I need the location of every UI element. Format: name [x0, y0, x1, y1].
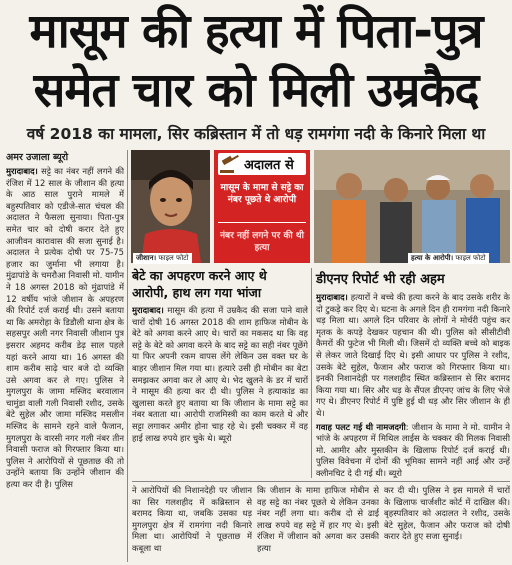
headline-line-2: समेत चार को मिली उम्रकैद — [33, 63, 479, 118]
gavel-icon — [219, 154, 241, 174]
accused-photo-illustration — [314, 150, 510, 263]
dateline: मुरादाबाद। — [6, 166, 38, 176]
victim-photo-caption — [133, 253, 192, 264]
story2-headline-1: बेटे का अपहरण करने आए थे — [132, 268, 267, 283]
story3-sub-body: : जीशान के मामा ने मो. यामीन ने भांजे के अपहरण में मिथिल लाईस के चक्कर की मिलक निवासी मो. आमीर और मुस्तकीन के खिलाफ रिपोर्ट दर्ज कराई थी। पुलिस विवेचना में दोनों की भूमिका सामने नहीं आई और उन्हें क्लीनचिट दे दी गई थी। ब्यूरो — [316, 421, 510, 478]
court-label-strip — [218, 153, 306, 175]
caption-credit: फाइल फोटो — [158, 254, 189, 262]
accused-photo-caption — [408, 253, 489, 264]
main-story-column — [6, 166, 124, 562]
court-quote-1: मासूम के मामा से सट्टे का नंबर पूछते थे आरोपी — [220, 183, 304, 205]
story3-dateline: मुरादाबाद। — [316, 292, 348, 302]
column-divider — [127, 150, 128, 562]
story2-dateline: मुरादाबाद। — [132, 305, 164, 315]
story2-body: मासूम की हत्या में उम्रकैद की सजा पाने वाले चारों दोषी 16 अगस्त 2018 की शाम हाफिज मोबीन के बेटे को अगवा करने आए थे। चारों का मकसद था कि वह सट्टे के बेटे को अगवा करने के बाद सट्टे का सही नंबर पूछेंगे या फिर अपनी रकम वापस लेंगे लेकिन उस वक्त घर के बाहर जीशान मिल गया था। हत्यारे उसी ही मोबीन का बेटा समझकर अगवा कर ले आए थे। भेद खुलने के डर में चारों ने मासूम की हत्या कर दी थी। पुलिस ने हत्याकांड का खुलासा करते हुए बताया था कि जीशान के मामा सट्टे का नंबर बताता था। आरोपी राजमिस्त्री का काम करते थे और सट्टा लगाकर अमीर होना चाह रहे थे। इसी चक्कर में वह हाई लाख रुपये हार चुके थे। ब्यूरो — [132, 305, 308, 443]
headline-line-1: मासूम की हत्या में पिता-पुत्र — [29, 4, 483, 59]
continuation-column-3: कर दी थी। पुलिस ने इस मामले में चारों के खिलाफ चार्जशीट कोर्ट में दाखिल की। बृहस्पतिवार को अदालत ने रशीद, उसके बेटे सुहेल, फैजान और फराज को दोषी करार देते हुए सजा सुनाई। — [384, 485, 510, 542]
victim-photo — [131, 150, 210, 263]
story2-headline-2: आरोपी, हाथ लग गया भांजा — [132, 285, 262, 300]
court-quote-2: नंबर नहीं लगने पर की थी हत्या — [220, 231, 304, 253]
story3-body: हत्यारों ने बच्चे की हत्या करने के बाद उसके शरीर के दो टुकड़े कर दिए थे। घटना के अगले दिन ही रामगंगा नदी किनारे धड़ मिला था। अगले दिन परिवार के लोगों ने मोर्चरी पहुंच कर मृतक के कपड़े देखकर पहचान की थी। पुलिस को सीसीटीवी कैमरों की फुटेज भी मिली थी। जिसमें दो व्यक्ति बच्चे को बाइक से लेकर जाते दिखाई दिए थे। इसी आधार पर पुलिस ने रशीद, उसके बेटे सुहेल, फैजान और फराज को गिरफ्तार किया था। इनकी निशानदेही पर गलशहीद स्थित कब्रिस्तान से सिर बरामद किया गया था। सिर और धड़ के सैंपल डीएनए जांच के लिए भेजे गए थे। डीएनए रिपोर्ट में पुष्टि हुई थी धड़ और सिर जीशान के ही थे। — [316, 292, 510, 418]
caption-credit: फाइल फोटो — [455, 254, 486, 262]
subheadline: वर्ष 2018 का मामला, सिर कब्रिस्तान में तो धड़ रामगंगा नदी के किनारे मिला था — [26, 125, 486, 143]
court-box — [214, 150, 310, 263]
section-divider — [132, 481, 510, 482]
court-label: अदालत से — [244, 158, 294, 173]
continuation-column-1: ने आरोपियों की निशानदेही पर जीशान का सिर गलशहीद में कब्रिस्तान से बरामद किया था, जबकि उसका धड़ मुगलपुरा क्षेत्र में रामगंगा नदी किनारे मिला था। आरोपियों ने पूछताछ में कबूला था — [132, 485, 252, 553]
continuation-column-2: कि जीशान के मामा हाफिज मोबीन से वह सट्टे का नंबर पूछते थे लेकिन उनका नंबर नहीं लगा था। करीब दो से ढाई लाख रुपये वह सट्टे में हार गए थे। इसी रंजिश में जीशान को अगवा कर उसकी हत्या — [257, 485, 379, 553]
story2-body-column — [132, 305, 308, 480]
caption-text: हत्या के आरोपी। — [411, 254, 454, 262]
byline: अमर उजाला ब्यूरो — [6, 152, 69, 163]
caption-text: जीशान। — [136, 254, 157, 262]
boy-photo-illustration — [131, 150, 210, 263]
story3-headline: डीएनए रिपोर्ट भी रही अहम — [316, 272, 445, 287]
column-divider — [311, 268, 312, 478]
story3-subheading: गवाह पलट गई थी नामजदगी — [316, 421, 406, 432]
court-divider — [218, 222, 306, 223]
main-story-body: सट्टे का नंबर नहीं लगने की रंजिश में 12 साल के जीशान की हत्या के आठ साल पुराने मामले में बहुस्पतिवार को एडीजे-सात चंचल की अदालत ने फैसला सुनाया। पिता-पुत्र समेत चार को दोषी करार देते हुए आजीवन कारावास की सजा सुनाई है। अदालत ने प्रत्येक दोषी पर 75-75 हजार का जुर्माना भी लगाया है। मुंढापांडे के चमरौआ निवासी मो. यामीन ने 18 अगस्त 2018 को मुंढापांडे में 12 वर्षीय भांजे जीशान के अपहरण की रिपोर्ट दर्ज कराई थी। उसने बताया था कि अमरोहा के डिडौली थाना क्षेत्र के सहसपुर अली नगर निवासी जीशान पुत्र इसरार अहमद करीब डेढ़ साल पहले यहां करने आया था। 16 अगस्त की शाम करीब साढ़े चार बजे दो व्यक्ति उसे अगवा कर ले गए। पुलिस ने मुगलपुरा के जामा मस्जिद बरवालान चामुंडा वाली गली निवासी रशीद, उसके बेटे सुहेल और जामा मस्जिद मसलीन मस्जिद के सामने रहने वाले फैजान, मुगलपुरा के वारसी नगर गली नंबर तीन निवासी फराज को गिरफ्तार किया था। पुलिस ने आरोपियों से पूछताछ की तो उन्होंने बताया कि उन्होंने जीशान की हत्या कर दी है। पुलिस — [6, 166, 124, 490]
accused-photo — [314, 150, 510, 263]
story3-body-column — [316, 292, 510, 478]
